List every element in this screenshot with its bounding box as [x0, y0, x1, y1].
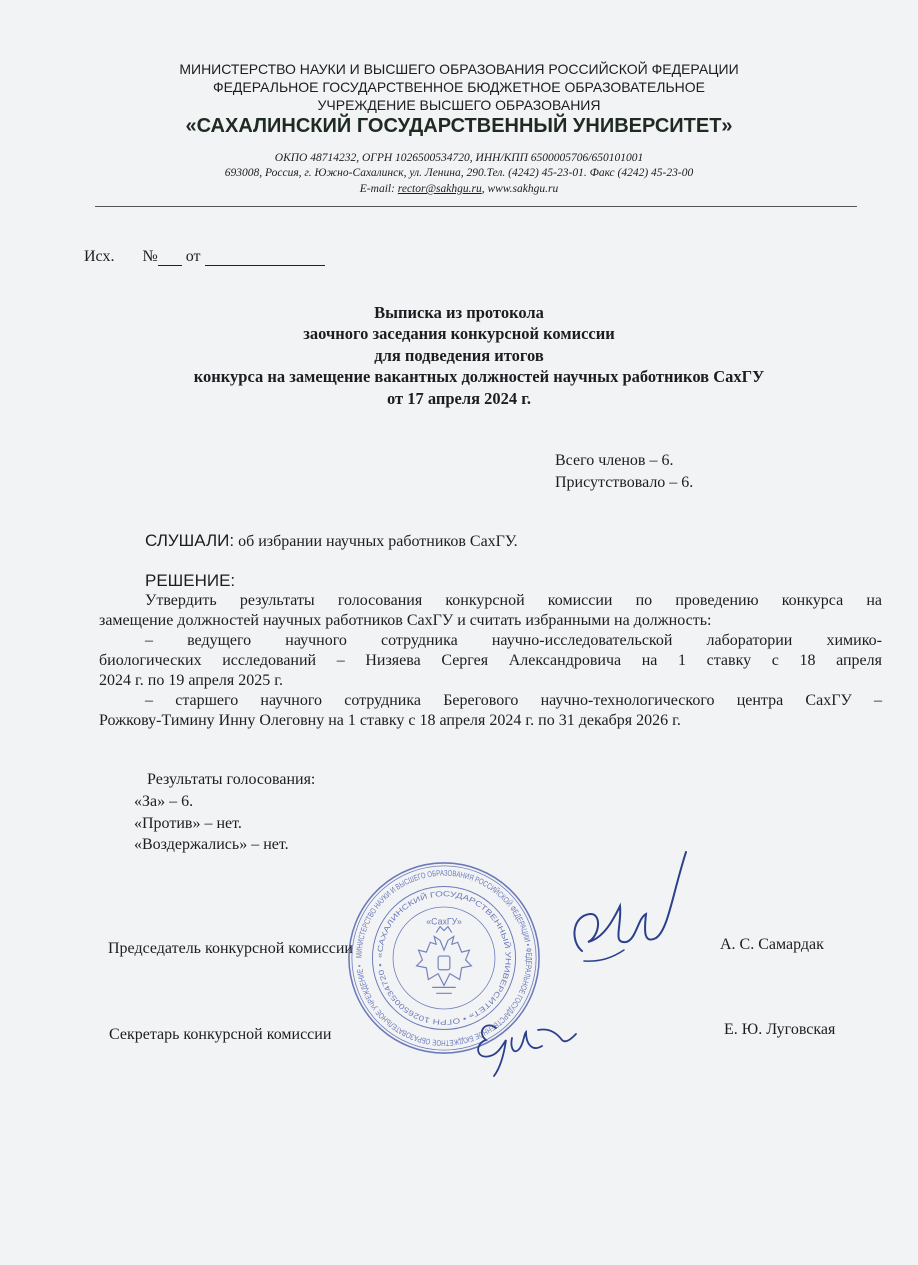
chair-name: А. С. Самардак	[720, 936, 824, 953]
header-divider	[95, 206, 857, 207]
requisites-line: ОКПО 48714232, ОГРН 1026500534720, ИНН/КПП 6500005706/650101001	[274, 152, 644, 164]
outgoing-reference	[84, 248, 325, 266]
title-line-4: конкурса на замещение вакантных должностей научных работников СахГУ	[193, 367, 765, 386]
decision-p2-line1: – ведущего научного сотрудника научно-исследовательской лаборатории химико-	[145, 632, 882, 649]
eagle-emblem-icon	[417, 927, 472, 994]
website-text: , www.sakhgu.ru	[481, 183, 559, 195]
title-line-3: для подведения итогов	[374, 346, 544, 365]
voting-against: «Против» – нет.	[134, 815, 242, 832]
voting-for: «За» – 6.	[134, 793, 194, 810]
decision-p1-line1: Утвердить результаты голосования конкурсной комиссии по проведению конкурса на	[145, 592, 882, 609]
secretary-signature	[468, 1010, 578, 1082]
stamp-abbr: «СахГУ»	[426, 916, 462, 927]
number-blank	[158, 251, 182, 266]
decision-p2-line3: 2024 г. по 19 апреля 2025 г.	[99, 672, 283, 689]
institution-line-2: УЧРЕЖДЕНИЕ ВЫСШЕГО ОБРАЗОВАНИЯ	[317, 97, 601, 113]
outgoing-label: Исх.	[84, 248, 115, 265]
decision-p3-line1: – старшего научного сотрудника Берегового научно-технологического центра СахГУ –	[145, 692, 882, 709]
members-present: Присутствовало – 6.	[555, 474, 694, 491]
email-label: E-mail:	[359, 183, 398, 195]
title-line-2: заочного заседания конкурсной комиссии	[303, 324, 615, 343]
university-name: «САХАЛИНСКИЙ ГОСУДАРСТВЕННЫЙ УНИВЕРСИТЕТ»	[185, 115, 733, 137]
number-label: №	[142, 248, 158, 265]
email-link[interactable]: rector@sakhgu.ru	[397, 183, 482, 195]
decision-p1-line2: замещение должностей научных работников СахГУ и считать избранными на должность:	[99, 612, 712, 629]
institution-line-1: ФЕДЕРАЛЬНОЕ ГОСУДАРСТВЕННОЕ БЮДЖЕТНОЕ ОБРАЗОВАТЕЛЬНОЕ	[212, 79, 706, 95]
address-line: 693008, Россия, г. Южно-Сахалинск, ул. Ленина, 290.Тел. (4242) 45-23-01. Факс (4242) 45-23-00	[224, 167, 694, 179]
voting-abstained: «Воздержались» – нет.	[134, 836, 289, 853]
stamp-outer-text: МИНИСТЕРСТВО НАУКИ И ВЫСШЕГО ОБРАЗОВАНИЯ РОССИЙСКОЙ ФЕДЕРАЦИИ • ФЕДЕРАЛЬНОЕ ГОСУДАРСТВЕННОЕ БЮДЖЕТНОЕ ОБРАЗОВАТЕЛЬНОЕ УЧРЕЖДЕНИЕ •	[354, 868, 534, 1048]
decision-p2-line2: биологических исследований – Низяева Сергея Александровича на 1 ставку с 18 апреля	[99, 652, 882, 669]
chair-signature	[560, 846, 690, 986]
contacts-line	[0, 182, 918, 197]
ministry-line: МИНИСТЕРСТВО НАУКИ И ВЫСШЕГО ОБРАЗОВАНИЯ РОССИЙСКОЙ ФЕДЕРАЦИИ	[179, 61, 739, 77]
heard-section	[145, 531, 518, 551]
title-line-1: Выписка из протокола	[374, 303, 544, 322]
heard-label: СЛУШАЛИ:	[145, 531, 235, 550]
date-label: от	[185, 248, 201, 265]
title-line-5: от 17 апреля 2024 г.	[386, 389, 532, 408]
secretary-name: Е. Ю. Луговская	[724, 1021, 836, 1038]
stamp-inner-text: «САХАЛИНСКИЙ ГОСУДАРСТВЕННЫЙ УНИВЕРСИТЕТ» • ОГРН 1026500534720 •	[375, 889, 513, 1027]
secretary-role: Секретарь конкурсной комиссии	[109, 1026, 332, 1043]
decision-p3-line2: Рожкову-Тимину Инну Олеговну на 1 ставку с 18 апреля 2024 г. по 31 декабря 2026 г.	[99, 712, 681, 729]
decision-label: РЕШЕНИЕ:	[145, 571, 236, 590]
decision-body	[99, 591, 882, 731]
date-blank	[205, 251, 325, 266]
members-total: Всего членов – 6.	[555, 452, 674, 469]
heard-text: об избрании научных работников СахГУ.	[234, 533, 518, 550]
voting-label: Результаты голосования:	[147, 771, 316, 788]
chair-role: Председатель конкурсной комиссии	[108, 940, 353, 957]
